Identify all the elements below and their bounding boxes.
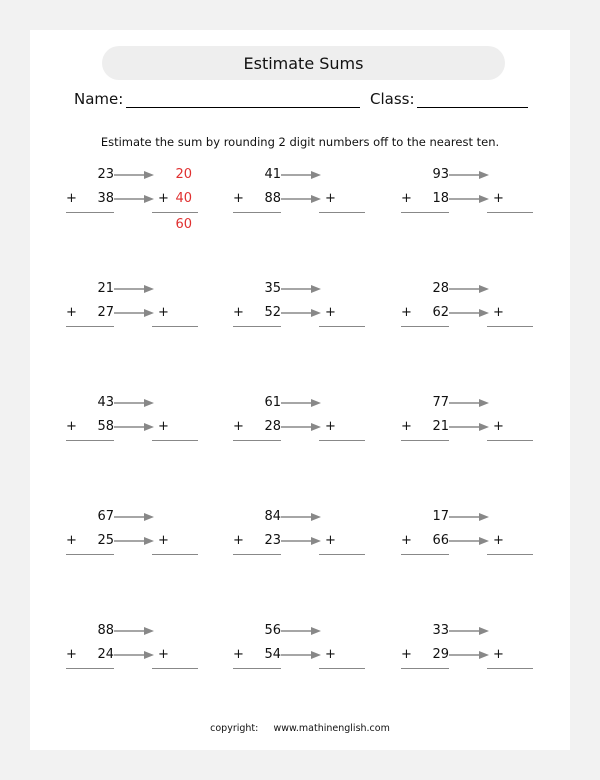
addend-bottom: 62: [432, 305, 449, 320]
sum-line: [401, 212, 449, 213]
plus-sign: +: [325, 191, 336, 206]
plus-sign: +: [493, 647, 504, 662]
arrow-icon: [114, 195, 154, 203]
addend-bottom: 52: [264, 305, 281, 320]
addend-top: 56: [264, 623, 281, 638]
arrow-icon: [281, 195, 321, 203]
class-label: Class:: [370, 90, 415, 108]
sum-line: [233, 326, 281, 327]
addend-top: 17: [432, 509, 449, 524]
problem-item: [64, 281, 214, 371]
plus-sign: +: [401, 191, 412, 206]
plus-sign: +: [66, 419, 77, 434]
addend-bottom: 28: [264, 419, 281, 434]
arrow-icon: [449, 399, 489, 407]
plus-sign: +: [233, 305, 244, 320]
plus-sign: +: [325, 647, 336, 662]
problem-item: [231, 509, 381, 599]
arrow-icon: [114, 171, 154, 179]
sum-line: [401, 668, 449, 669]
arrow-icon: [449, 285, 489, 293]
sum-line: [66, 668, 114, 669]
sum-line: [66, 326, 114, 327]
problem-item: [64, 167, 214, 257]
sum-line: [233, 668, 281, 669]
arrow-icon: [114, 537, 154, 545]
answer-line[interactable]: [152, 668, 198, 669]
plus-sign: +: [493, 533, 504, 548]
answer-line[interactable]: [487, 212, 533, 213]
plus-sign: +: [233, 647, 244, 662]
arrow-icon: [114, 513, 154, 521]
addend-top: 61: [264, 395, 281, 410]
title-text: Estimate Sums: [243, 53, 364, 73]
arrow-icon: [449, 171, 489, 179]
plus-sign: +: [158, 533, 169, 548]
plus-sign: +: [158, 647, 169, 662]
addend-bottom: 66: [432, 533, 449, 548]
arrow-icon: [114, 651, 154, 659]
addend-top: 28: [432, 281, 449, 296]
arrow-icon: [114, 423, 154, 431]
addend-top: 43: [97, 395, 114, 410]
addend-top: 77: [432, 395, 449, 410]
answer-line[interactable]: [152, 554, 198, 555]
addend-top: 84: [264, 509, 281, 524]
answer-line[interactable]: [319, 326, 365, 327]
answer-line[interactable]: [487, 668, 533, 669]
problem-item: [231, 281, 381, 371]
problem-item: [64, 623, 214, 713]
addend-top: 41: [264, 167, 281, 182]
sum-line: [66, 212, 114, 213]
problem-item: [399, 167, 549, 257]
instructions: Estimate the sum by rounding 2 digit numbers off to the nearest ten.: [100, 135, 500, 149]
addend-top: 88: [97, 623, 114, 638]
plus-sign: +: [401, 533, 412, 548]
sum-line: [401, 326, 449, 327]
plus-sign: +: [325, 305, 336, 320]
answer-line[interactable]: [319, 554, 365, 555]
arrow-icon: [281, 537, 321, 545]
plus-sign: +: [233, 191, 244, 206]
sum-line: [233, 212, 281, 213]
problem-item: [64, 509, 214, 599]
plus-sign: +: [325, 533, 336, 548]
sum-line: [66, 554, 114, 555]
answer-line[interactable]: [487, 326, 533, 327]
plus-sign: +: [401, 305, 412, 320]
answer-line[interactable]: [319, 212, 365, 213]
plus-sign: +: [493, 305, 504, 320]
worksheet: [30, 30, 570, 750]
addend-top: 33: [432, 623, 449, 638]
plus-sign: +: [158, 191, 169, 206]
answer-line[interactable]: [319, 668, 365, 669]
arrow-icon: [281, 651, 321, 659]
arrow-icon: [449, 423, 489, 431]
footer: [30, 723, 570, 734]
addend-bottom: 23: [264, 533, 281, 548]
addend-bottom: 18: [432, 191, 449, 206]
arrow-icon: [114, 627, 154, 635]
answer-line[interactable]: [152, 440, 198, 441]
class-line[interactable]: [417, 107, 528, 108]
arrow-icon: [281, 423, 321, 431]
problem-item: [399, 623, 549, 713]
plus-sign: +: [401, 647, 412, 662]
arrow-icon: [449, 651, 489, 659]
problem-item: [231, 167, 381, 257]
addend-bottom: 29: [432, 647, 449, 662]
problem-item: [399, 281, 549, 371]
rounded-bottom: 40: [175, 191, 192, 206]
addend-top: 23: [97, 167, 114, 182]
arrow-icon: [449, 195, 489, 203]
answer-line[interactable]: [152, 212, 198, 213]
plus-sign: +: [493, 419, 504, 434]
addend-bottom: 24: [97, 647, 114, 662]
plus-sign: +: [233, 533, 244, 548]
arrow-icon: [281, 627, 321, 635]
addend-top: 35: [264, 281, 281, 296]
arrow-icon: [281, 285, 321, 293]
answer-line[interactable]: [152, 326, 198, 327]
plus-sign: +: [66, 647, 77, 662]
problem-item: [399, 395, 549, 485]
arrow-icon: [281, 309, 321, 317]
answer-line[interactable]: [487, 440, 533, 441]
problem-item: [231, 395, 381, 485]
arrow-icon: [449, 627, 489, 635]
name-label: Name:: [74, 90, 124, 108]
arrow-icon: [281, 513, 321, 521]
arrow-icon: [449, 513, 489, 521]
plus-sign: +: [401, 419, 412, 434]
addend-bottom: 54: [264, 647, 281, 662]
addend-bottom: 27: [97, 305, 114, 320]
arrow-icon: [449, 309, 489, 317]
arrow-icon: [281, 171, 321, 179]
name-line[interactable]: [126, 107, 360, 108]
plus-sign: +: [66, 191, 77, 206]
sum-line: [401, 440, 449, 441]
problem-item: [231, 623, 381, 713]
answer-line[interactable]: [487, 554, 533, 555]
addend-top: 21: [97, 281, 114, 296]
problem-item: [64, 395, 214, 485]
sum-line: [401, 554, 449, 555]
arrow-icon: [449, 537, 489, 545]
plus-sign: +: [233, 419, 244, 434]
arrow-icon: [281, 399, 321, 407]
addend-bottom: 88: [264, 191, 281, 206]
answer-line[interactable]: [319, 440, 365, 441]
sum-line: [233, 554, 281, 555]
copyright-label: copyright:: [210, 723, 259, 734]
arrow-icon: [114, 399, 154, 407]
addend-top: 93: [432, 167, 449, 182]
arrow-icon: [114, 309, 154, 317]
sum-line: [66, 440, 114, 441]
addend-bottom: 25: [97, 533, 114, 548]
sum-line: [233, 440, 281, 441]
plus-sign: +: [158, 305, 169, 320]
rounded-top: 20: [175, 167, 192, 182]
name-class-row: [74, 88, 534, 112]
arrow-icon: [114, 285, 154, 293]
problem-item: [399, 509, 549, 599]
plus-sign: +: [158, 419, 169, 434]
addend-bottom: 38: [97, 191, 114, 206]
plus-sign: +: [325, 419, 336, 434]
estimated-sum: 60: [175, 217, 192, 232]
site-url: www.mathinenglish.com: [273, 723, 390, 734]
addend-bottom: 21: [432, 419, 449, 434]
plus-sign: +: [66, 533, 77, 548]
plus-sign: +: [66, 305, 77, 320]
addend-top: 67: [97, 509, 114, 524]
plus-sign: +: [493, 191, 504, 206]
addend-bottom: 58: [97, 419, 114, 434]
worksheet-title: [102, 46, 505, 80]
